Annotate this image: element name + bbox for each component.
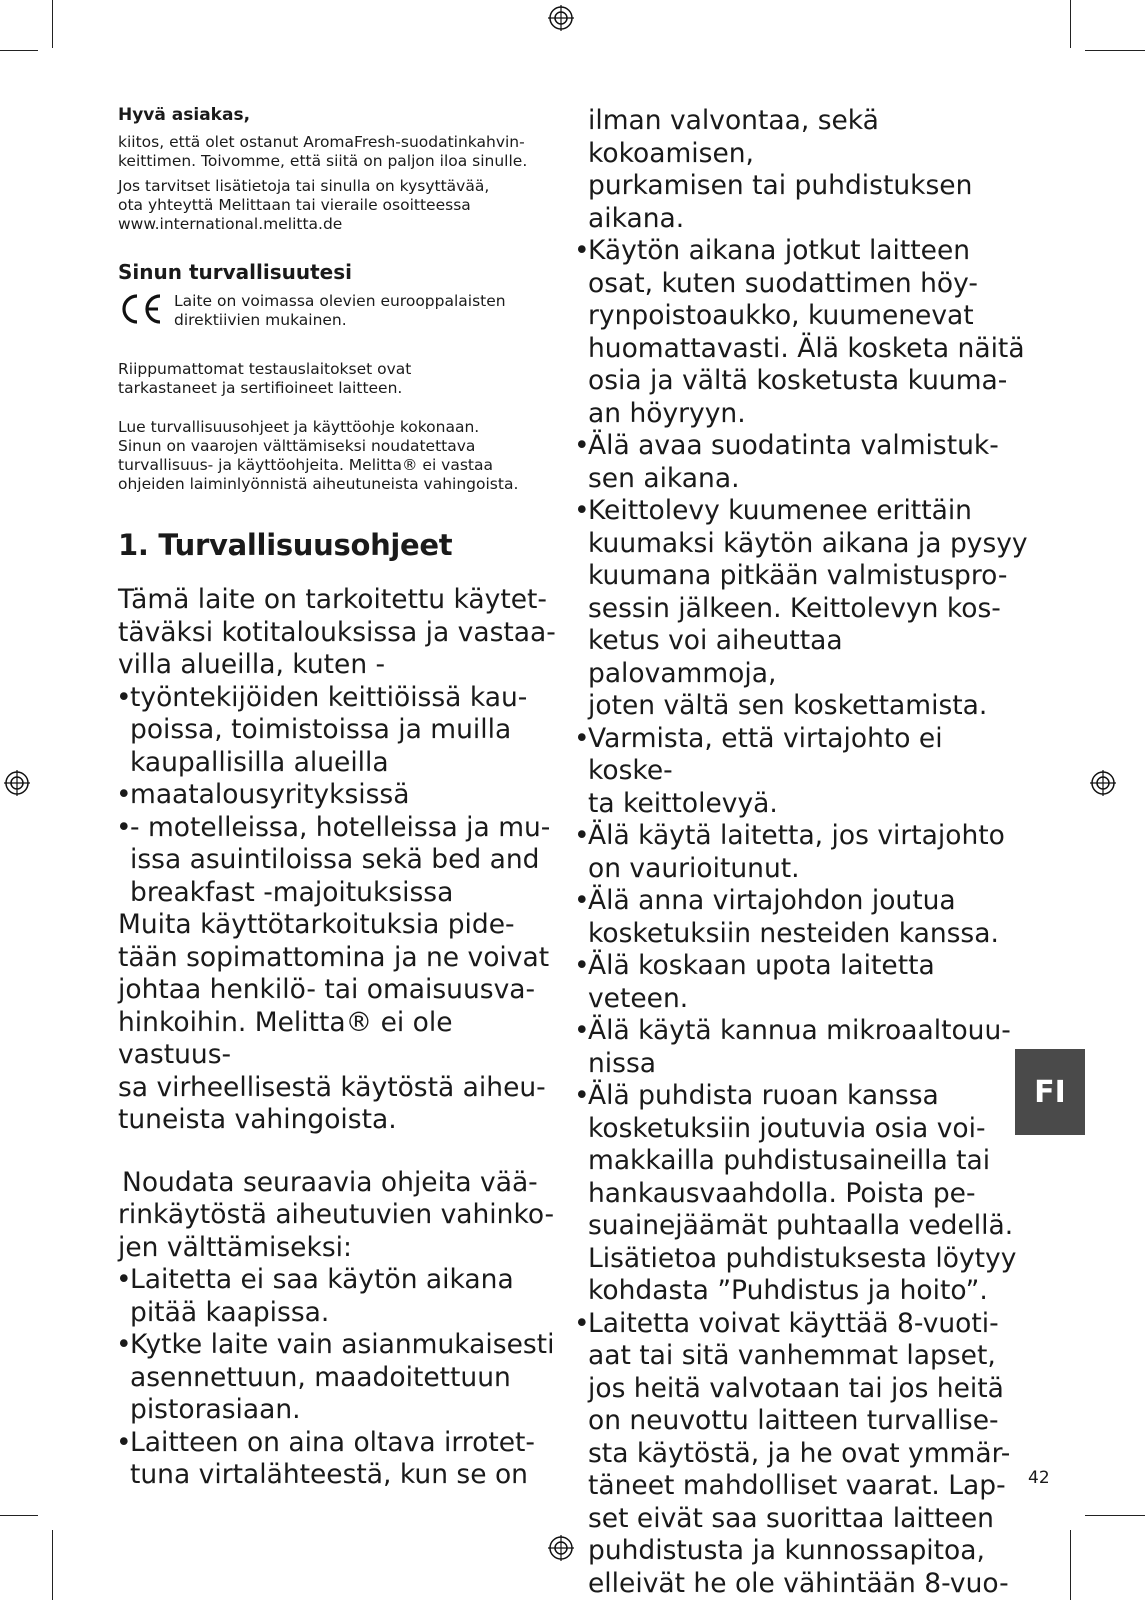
ce-statement (118, 292, 558, 330)
section-title: 1. Turvallisuusohjeet (118, 528, 453, 562)
list-item: • Laitetta voivat käyttää 8-vuoti- aat tai sitä vanhemmat lapset, jos heitä valvotaan tai jos heitä on neuvottu laitteen turvallise- sta käytöstä, ja he ovat ymmär- täneet mahdolliset vaarat. Lap- set eivät saa suorittaa laitteen puhdistusta ja kunnossapitoa, elleivät he ole vähintään 8-vuo- (576, 1308, 1028, 1600)
registration-mark-icon (548, 1535, 574, 1561)
crop-mark (0, 50, 38, 51)
intro-text: kiitos, että olet ostanut AromaFresh-suodatinkahvin- keittimen. Toivomme, että siitä on paljon iloa sinulle. (118, 133, 528, 170)
use-list (118, 682, 558, 910)
list-item: • maatalousyrityksissä (118, 779, 558, 812)
certified-text: Riippumattomat testauslaitokset ovat tarkastaneet ja sertifioineet laitteen. (118, 360, 412, 397)
registration-mark-icon (548, 5, 574, 31)
language-tab: FI (1015, 1049, 1085, 1135)
crop-mark (1085, 50, 1145, 51)
list-item: • Kytke laite vain asianmukaisesti asennettuun, maadoitettuun pistorasiaan. (118, 1329, 558, 1427)
safety-heading: Sinun turvallisuutesi (118, 260, 352, 284)
list-item: • Älä anna virtajohdon joutua kosketuksiin nesteiden kanssa. (576, 885, 1028, 950)
list-item: • Laitteen on aina oltava irrotet- tuna virtalähteestä, kun se on (118, 1427, 558, 1492)
crop-mark (0, 1515, 38, 1516)
crop-mark (52, 1530, 53, 1600)
ce-mark-icon (118, 292, 164, 326)
list-item: • Älä koskaan upota laitetta veteen. (576, 950, 1028, 1015)
list-item: • Keittolevy kuumenee erittäin kuumaksi käytön aikana ja pysyy kuumana pitkään valmistuspro- sessin jälkeen. Keittolevyn kos- ketus voi aiheuttaa palovammoja, joten vältä sen koskettamista. (576, 495, 1028, 723)
list-item: • työntekijöiden keittiöissä kau- poissa, toimistoissa ja muilla kaupallisilla alueilla (118, 682, 558, 780)
list-item: • - motelleissa, hotelleissa ja mu- issa asuintiloissa sekä bed and breakfast -majoituksissa (118, 812, 558, 910)
follow-intro-text: Noudata seuraavia ohjeita vää- rinkäytöstä aiheutuvien vahinko- jen välttämiseksi: (118, 1166, 555, 1263)
list-item: • Älä käytä kannua mikroaaltouu- nissa (576, 1015, 1028, 1080)
page-number: 42 (1028, 1468, 1050, 1488)
list-item: • Käytön aikana jotkut laitteen osat, kuten suodattimen höy- rynpoistoaukko, kuumenevat huomattavasti. Älä kosketa näitä osia ja vältä kosketusta kuuma- an höyryyn. (576, 235, 1028, 430)
crop-mark (52, 0, 53, 48)
crop-mark (1070, 0, 1071, 48)
other-use-text: Muita käyttötarkoituksia pide- tään sopimattomina ja ne voivat johtaa henkilö- tai omaisuusva- hinkoihin. Melitta® ei ole vastuus- sa virheellisestä käytöstä aiheu- tuneista vahingoista. (118, 909, 550, 1135)
left-column (118, 105, 558, 1492)
contact-text: Jos tarvitset lisätietoja tai sinulla on kysyttävää, ota yhteyttä Melittaan tai vieraile osoitteessa www.international.melitta.de (118, 177, 490, 233)
intended-use-text: Tämä laite on tarkoitettu käytet- täväksi kotitalouksissa ja vastaa- villa alueilla, kuten - (118, 584, 556, 680)
registration-mark-icon (4, 770, 30, 796)
crop-mark (1070, 1530, 1071, 1600)
right-rules-list (576, 235, 1028, 1600)
right-column (588, 105, 1028, 1600)
left-rules-list (118, 1264, 558, 1492)
crop-mark (1085, 1515, 1145, 1516)
list-item: • Älä käytä laitetta, jos virtajohto on vaurioitunut. (576, 820, 1028, 885)
list-item: • Varmista, että virtajohto ei koske- ta keittolevyä. (576, 723, 1028, 821)
list-item: • Laitetta ei saa käytön aikana pitää kaapissa. (118, 1264, 558, 1329)
list-item: • Älä avaa suodatinta valmistuk- sen aikana. (576, 430, 1028, 495)
greeting: Hyvä asiakas, (118, 105, 251, 125)
continuation-text: ilman valvontaa, sekä kokoamisen, purkamisen tai puhdistuksen aikana. (588, 105, 973, 234)
registration-mark-icon (1090, 770, 1116, 796)
list-item: • Älä puhdista ruoan kanssa kosketuksiin joutuvia osia voi- makkailla puhdistusaineilla tai hankausvaahdolla. Poista pe- suainejäämät puhtaalla vedellä. Lisätietoa puhdistuksesta löytyy kohdasta ”Puhdistus ja hoito”. (576, 1080, 1028, 1308)
read-instructions-text: Lue turvallisuusohjeet ja käyttöohje kokonaan. Sinun on vaarojen välttämiseksi noudatettava turvallisuus- ja käyttöohjeita. Melitta® ei vastaa ohjeiden laiminlyönnistä aiheutuneista vahingoista. (118, 418, 519, 493)
ce-text: Laite on voimassa olevien eurooppalaisten direktiivien mukainen. (174, 292, 506, 329)
